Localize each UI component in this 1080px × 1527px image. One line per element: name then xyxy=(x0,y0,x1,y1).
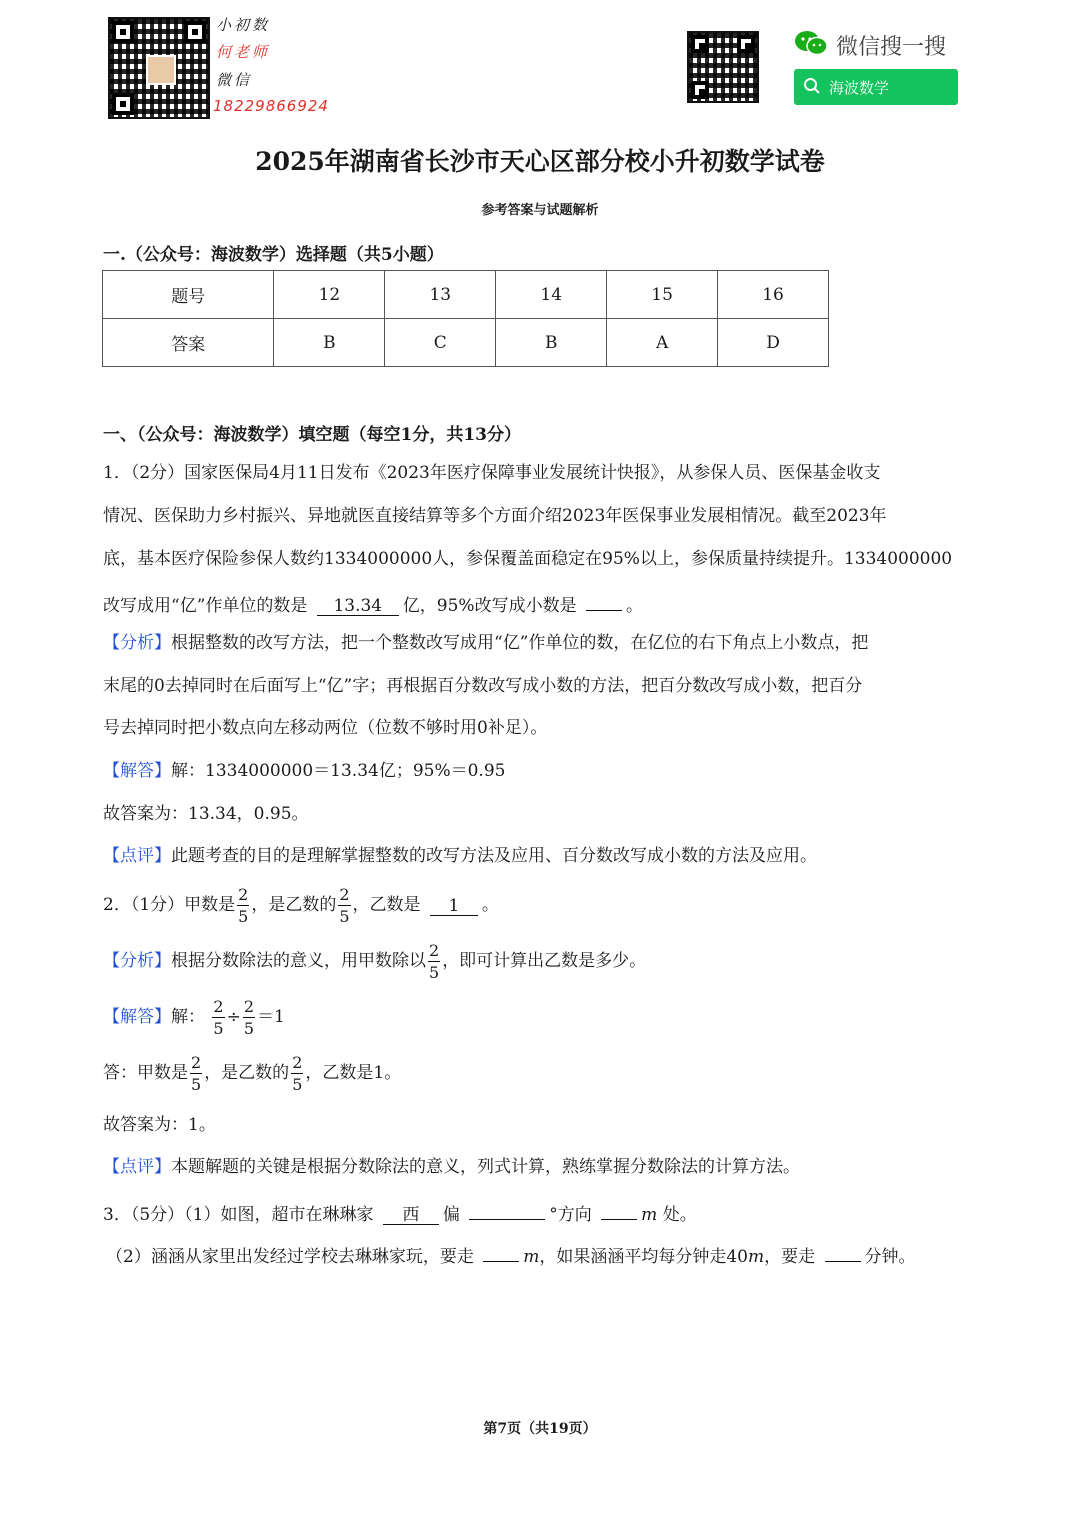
fraction xyxy=(291,1052,303,1094)
analysis-text: 根据分数除法的意义，用甲数除以 xyxy=(171,951,426,971)
table-cell: D xyxy=(718,319,829,367)
q2-comment xyxy=(103,1157,978,1177)
numerator: 2 xyxy=(213,996,224,1016)
table-row xyxy=(103,271,829,319)
comment-tag: 【点评】 xyxy=(103,846,171,866)
q2-text xyxy=(103,882,978,928)
solution-text: 解：1334000000＝13.34亿；95%＝0.95 xyxy=(171,761,506,781)
q1-answer: 故答案为：13.34，0.95。 xyxy=(103,804,309,824)
table-cell: 15 xyxy=(607,271,718,319)
page-subtitle: 参考答案与试题解析 xyxy=(481,203,599,218)
page-title: 2025年湖南省长沙市天心区部分校小升初数学试卷 xyxy=(255,147,825,176)
fraction xyxy=(428,940,440,982)
fraction xyxy=(190,1052,202,1094)
q3-text: （2）涵涵从家里出发经过学校去琳琳家玩，要走 xyxy=(106,1247,474,1267)
unit-m: m xyxy=(523,1247,540,1267)
reply-text: 答：甲数是 xyxy=(103,1063,188,1083)
page-number: 第7页（共19页） xyxy=(483,1421,597,1437)
reply-text: ，乙数是1。 xyxy=(305,1063,402,1083)
q2-reply xyxy=(103,1050,978,1096)
answer-blank: 1 xyxy=(430,896,478,916)
table-cell: B xyxy=(274,319,385,367)
table-cell: 题号 xyxy=(103,271,274,319)
q3-text: 处。 xyxy=(662,1205,697,1225)
qr-code-right xyxy=(687,31,759,103)
comment-text: 本题解题的关键是根据分数除法的意义，列式计算，熟练掌握分数除法的计算方法。 xyxy=(171,1157,800,1177)
answer-table xyxy=(102,270,829,367)
table-cell: 16 xyxy=(718,271,829,319)
search-button-label: 海波数学 xyxy=(829,79,890,97)
answer-blank-empty xyxy=(469,1200,545,1220)
fraction xyxy=(338,884,350,926)
qr-code-left xyxy=(108,17,210,119)
denominator: 5 xyxy=(213,1018,224,1038)
search-icon xyxy=(803,77,821,99)
answer-blank: 西 xyxy=(383,1205,439,1225)
avatar xyxy=(146,55,176,85)
denominator: 5 xyxy=(243,1018,255,1038)
section-heading-fill: 一、（公众号：海波数学）填空题（每空1分，共13分） xyxy=(103,425,521,445)
answer-blank-empty xyxy=(483,1242,519,1262)
reply-text: ，是乙数的 xyxy=(204,1063,290,1083)
q2-solution xyxy=(103,994,978,1040)
q2-text-part: ，是乙数的 xyxy=(251,895,337,915)
handwriting-note-3: 微信 xyxy=(216,71,253,89)
answer-blank-empty xyxy=(586,591,622,611)
q3-text: ，如果涵涵平均每分钟走40 xyxy=(539,1247,748,1267)
denominator: 5 xyxy=(339,906,350,926)
q1-text-line-3: 底，基本医疗保险参保人数约1334000000人，参保覆盖面稳定在95%以上，参保质量持续提升。1334000000 xyxy=(103,549,953,569)
analysis-tag: 【分析】 xyxy=(103,633,171,653)
fraction xyxy=(243,996,255,1038)
denominator: 5 xyxy=(238,906,249,926)
answer-blank-empty xyxy=(825,1242,861,1262)
q2-text-part: 2．（1分）甲数是 xyxy=(103,895,236,915)
phone-number: 18229866924 xyxy=(213,97,329,115)
table-cell: C xyxy=(385,319,496,367)
q3-text: 3．（5分）（1）如图，超市在琳琳家 xyxy=(103,1205,374,1225)
analysis-text: ，即可计算出乙数是多少。 xyxy=(442,951,647,971)
q3-text: °方向 xyxy=(549,1205,592,1225)
numerator: 2 xyxy=(429,940,440,960)
q1-text: 改写成用“亿”作单位的数是 xyxy=(103,596,308,616)
table-cell: 13 xyxy=(385,271,496,319)
numerator: 2 xyxy=(243,996,255,1016)
handwriting-note-1: 小初数 xyxy=(216,16,271,34)
solution-text: 解： xyxy=(171,1007,205,1027)
comment-text: 此题考查的目的是理解掌握整数的改写方法及应用、百分数改写成小数的方法及应用。 xyxy=(171,846,817,866)
handwriting-note-2: 何老师 xyxy=(216,43,271,61)
denominator: 5 xyxy=(191,1074,202,1094)
numerator: 2 xyxy=(238,884,249,904)
wechat-search-label: 微信搜一搜 xyxy=(836,35,947,60)
unit-m: m xyxy=(748,1247,765,1267)
solution-tag: 【解答】 xyxy=(103,1007,171,1027)
q2-text-part: 。 xyxy=(481,895,499,915)
solution-tag: 【解答】 xyxy=(103,761,171,781)
table-cell: 14 xyxy=(496,271,607,319)
q1-analysis-line-2: 末尾的0去掉同时在后面写上“亿”字；再根据百分数改写成小数的方法，把百分数改写成小数，把百分 xyxy=(103,676,863,696)
q2-answer: 故答案为：1。 xyxy=(103,1115,216,1135)
q1-analysis-line-1 xyxy=(103,633,978,653)
q1-text: 。 xyxy=(626,596,643,616)
division-sign: ÷ xyxy=(226,1007,241,1027)
q1-comment xyxy=(103,846,978,866)
q1-text-line-4 xyxy=(103,591,978,616)
q3-text: 偏 xyxy=(442,1205,460,1225)
denominator: 5 xyxy=(429,962,440,982)
q1-text: 亿，95%改写成小数是 xyxy=(402,596,577,616)
wechat-icon xyxy=(794,30,828,56)
unit-m: m xyxy=(641,1205,658,1225)
q1-text-line-2: 情况、医保助力乡村振兴、异地就医直接结算等多个方面介绍2023年医保事业发展相情况。截至2023年 xyxy=(103,506,887,526)
q3-text: 分钟。 xyxy=(864,1247,916,1267)
analysis-tag: 【分析】 xyxy=(103,951,171,971)
answer-blank: 13.34 xyxy=(317,596,399,616)
numerator: 2 xyxy=(292,1052,303,1072)
q2-analysis xyxy=(103,938,978,984)
search-button[interactable] xyxy=(794,69,958,105)
numerator: 2 xyxy=(191,1052,202,1072)
q1-analysis-line-3: 号去掉同时把小数点向左移动两位（位数不够时用0补足）。 xyxy=(103,718,548,738)
fraction xyxy=(237,884,249,926)
q3-part-1 xyxy=(103,1200,978,1225)
table-cell: 答案 xyxy=(103,319,274,367)
table-cell: 12 xyxy=(274,271,385,319)
numerator: 2 xyxy=(339,884,350,904)
answer-blank-empty xyxy=(601,1200,637,1220)
table-cell: B xyxy=(496,319,607,367)
section-heading-choice: 一.（公众号：海波数学）选择题（共5小题） xyxy=(103,245,444,265)
analysis-text: 根据整数的改写方法，把一个整数改写成用“亿”作单位的数，在亿位的右下角点上小数点，把 xyxy=(171,633,869,653)
table-cell: A xyxy=(607,319,718,367)
table-row xyxy=(103,319,829,367)
q1-solution xyxy=(103,761,978,781)
q2-text-part: ，乙数是 xyxy=(352,895,421,915)
fraction xyxy=(212,996,224,1038)
q3-part-2 xyxy=(106,1242,981,1267)
denominator: 5 xyxy=(292,1074,303,1094)
q3-text: ，要走 xyxy=(764,1247,816,1267)
comment-tag: 【点评】 xyxy=(103,1157,171,1177)
q1-text-line-1: 1．（2分）国家医保局4月11日发布《2023年医疗保障事业发展统计快报》，从参保人员、医保基金收支 xyxy=(103,463,881,483)
equation-result: ＝1 xyxy=(257,1007,285,1027)
